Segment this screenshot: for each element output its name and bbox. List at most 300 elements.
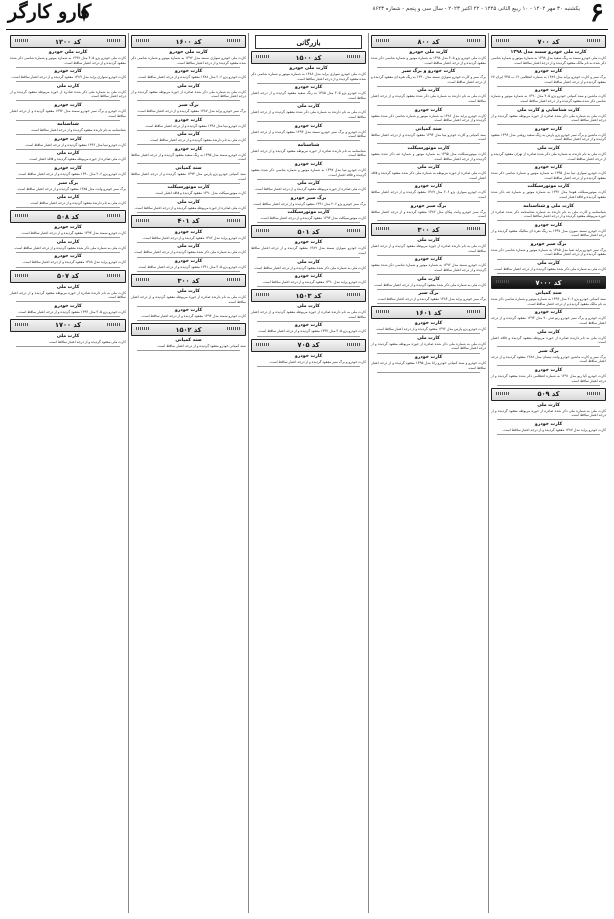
lost-document-notice bbox=[251, 240, 366, 255]
notice-body: کارت خودرو پژو ۴۰۵ مدل ۱۳۹۱ مفقود گردیده و از درجه اعتبار ساقط است. bbox=[137, 265, 246, 269]
notice-body: سند کمپانی خودرو پژو پارس مدل ۱۳۹۳ مفقود گردیده و از درجه اعتبار ساقط است. bbox=[131, 171, 246, 181]
notice-body: کارت خودرو پراید مدل ۱۳۸۶ به شماره موتور و شماره شاسی ذکر شده مفقود گردیده و از درجه اعتبار ساقط است. bbox=[371, 113, 486, 123]
page-header bbox=[0, 0, 614, 30]
notice-title: کارت خودرو bbox=[414, 321, 443, 327]
lost-document-notice bbox=[371, 165, 486, 180]
notice-body: کارت خودرو تیبا مدل ۱۳۹۶ مفقود گردیده و از درجه اعتبار ساقط است. bbox=[24, 142, 126, 147]
notice-title: کارت ملی bbox=[177, 199, 200, 205]
notice-body: کارت ملی صادره از حوزه مربوطه مفقود گردیده و از درجه اعتبار ساقط است. bbox=[134, 205, 246, 210]
notice-divider bbox=[137, 197, 240, 198]
notice-body: کارت خودرو پراید مدل ۱۳۸۶ مفقود گردیده و از درجه اعتبار ساقط است. bbox=[142, 235, 246, 240]
notice-title: کارت موتورسیکلت bbox=[167, 185, 210, 191]
notice-title: کارت خودرو bbox=[54, 254, 82, 260]
notice-body: کارت ملی به نام دارنده به شماره ملی ذکر شده مفقود گردیده و از درجه اعتبار ساقط است. bbox=[251, 110, 366, 119]
notice-body: کارت خودرو و برگ سبز خودرو رنو تندر ۹۰ مدل ۱۳۹۳ مفقود گردیده و از درجه اعتبار ساقط است. bbox=[491, 316, 606, 325]
notice-body: کارت خودرو پژو ۴۰۵ مدل ۱۳۸۵ به رنگ سفید مفقود گردیده و از درجه اعتبار ساقط است. bbox=[251, 91, 366, 100]
notice-body: کارت ملی مفقود گردیده و از درجه اعتبار ساقط است. bbox=[48, 339, 126, 344]
notice-divider bbox=[257, 321, 360, 322]
lost-document-notice bbox=[491, 403, 606, 418]
lost-document-notice bbox=[491, 368, 606, 383]
column-4 bbox=[128, 33, 248, 913]
lost-document-notice bbox=[491, 349, 606, 364]
notice-divider bbox=[257, 102, 360, 103]
notice-divider bbox=[257, 121, 360, 122]
lost-document-notice bbox=[10, 151, 126, 162]
notice-divider bbox=[137, 144, 240, 145]
notice-title: کارت ملی خودرو سمند مدل ۱۳۹۸ bbox=[510, 50, 587, 55]
notice-title: کارت خودرو bbox=[174, 117, 203, 123]
notice-divider bbox=[377, 303, 480, 304]
notice-title: کارت ملی bbox=[417, 88, 440, 94]
notice-divider bbox=[497, 143, 600, 144]
lost-document-notice bbox=[371, 204, 486, 219]
notice-title: کارت ملی و شناسنامه bbox=[523, 203, 574, 209]
notice-title: کارت ملی bbox=[56, 83, 80, 89]
notice-body: کارت ملی به شماره ملی ذکر شده مفقود گردیده و از درجه اعتبار ساقط است. bbox=[493, 267, 606, 272]
notice-divider bbox=[137, 183, 240, 184]
notice-body: کارت ملی صادره از حوزه مربوطه مفقود گردیده و فاقد اعتبار است. bbox=[28, 157, 126, 162]
section-code-banner: کد ۵۰۹ bbox=[491, 388, 606, 401]
notice-body: کارت خودرو پژو ۲۰۶ مدل ۱۳۹۰ مفقود گردیده و از درجه اعتبار ساقط است. bbox=[17, 171, 126, 176]
notice-body: کارت موتورسیکلت مدل ۱۳۹۵ به شماره موتور و شماره تنه ذکر شده مفقود گردیده و از درجه اعتبار ساقط است. bbox=[371, 151, 486, 161]
notice-body: کارت موتورسیکلت هوندا مدل ۱۳۹۲ به شماره موتور و شماره تنه ذکر شده مفقود گردیده و فاقد اعتبار است. bbox=[491, 190, 607, 199]
lost-document-notice bbox=[131, 230, 246, 241]
notice-title: کارت موتورسیکلت bbox=[527, 184, 570, 190]
notice-title: برگ سبز خودرو bbox=[290, 195, 327, 201]
lost-document-notice bbox=[251, 196, 366, 207]
notice-divider bbox=[137, 130, 240, 131]
notice-body: کارت خودرو پژو پارس مدل ۱۳۹۲ مفقود گردیده و از درجه اعتبار ساقط است. bbox=[375, 327, 486, 332]
notice-body: کارت ملی به شماره ملی ذکر شده مفقود گردیده و از درجه اعتبار ساقط است. bbox=[133, 250, 246, 255]
notice-title: کارت موتورسیکلت bbox=[287, 210, 330, 216]
notice-body: کارت خودرو سواری پژو ۲۰۶ مدل ۱۳۸۹ مفقود گردیده و از درجه اعتبار ساقط است. bbox=[371, 190, 486, 199]
notice-body: کارت خودرو سواری تیبا مدل ۱۳۹۵ به شماره موتور و شماره شاسی ذکر شده مفقود گردیده و از درجه اعتبار ساقط است. bbox=[491, 171, 606, 180]
lost-document-notice bbox=[371, 321, 486, 332]
notice-divider bbox=[137, 212, 240, 213]
lost-document-notice bbox=[10, 69, 126, 80]
lost-document-notice bbox=[10, 181, 126, 192]
classified-columns bbox=[6, 33, 608, 913]
notice-body: کارت ملی به شماره ملی ذکر شده صادره از حوزه مربوطه مفقود گردیده و از درجه اعتبار ساقط است. bbox=[131, 89, 246, 99]
notice-title: کارت ملی bbox=[177, 132, 200, 138]
notice-divider bbox=[377, 353, 480, 354]
notice-divider bbox=[137, 81, 240, 82]
lost-document-notice bbox=[371, 257, 486, 272]
lost-document-notice bbox=[491, 108, 606, 123]
notice-body: کارت ملی به نام دارنده به شماره ملی ذکر شده صادره از تهران مفقود گردیده و از درجه اعتبار ساقط است. bbox=[491, 151, 606, 161]
notice-body: کارت خودرو پژو ۴۰۵ مدل ۱۳۹۲ مفقود گردیده و از درجه اعتبار ساقط است. bbox=[257, 329, 366, 334]
notice-divider bbox=[497, 86, 600, 87]
notice-body: کارت ملی به نام دارنده صادره از حوزه مربوطه مفقود گردیده و از درجه اعتبار ساقط است. bbox=[10, 290, 126, 300]
notice-divider bbox=[377, 274, 480, 275]
newspaper-logo: کارو کارگر bbox=[8, 1, 92, 23]
notice-body: کارت ملی به شماره ملی ذکر شده صادره از حوزه مربوطه مفقود گردیده و از درجه اعتبار ساقط است. bbox=[10, 89, 126, 99]
section-code-banner: کد ۱۵۰۲ bbox=[131, 323, 246, 336]
notice-divider bbox=[377, 333, 480, 334]
notice-body: برگ سبز خودرو پراید صبا مدل ۱۳۸۵ به شماره موتور و شماره شاسی ذکر شده مفقود گردیده و از درجه اعتبار ساقط است. bbox=[491, 247, 606, 257]
dateline: یکشنبه ۳۰ مهر ۱۴۰۲ - ۱۰ ربیع الثانی ۱۴۴۵ - ۲۲ اکتبر ۲۰۲۳ - سال سی و پنجم - شماره ۸۶۴۳ bbox=[372, 6, 580, 12]
lost-document-notice bbox=[131, 84, 246, 99]
notice-body: کارت خودرو سمند مدل ۱۳۹۴ مفقود گردیده و از درجه اعتبار ساقط است. bbox=[141, 314, 246, 319]
lost-document-notice bbox=[10, 137, 126, 148]
section-code-banner: کد ۱۷۰۰ bbox=[10, 319, 126, 332]
section-code-banner: کد ۵۰۸ bbox=[10, 210, 126, 223]
notice-body: کارت ملی صادره از حوزه مربوطه مفقود گردیده و از درجه اعتبار ساقط است. bbox=[254, 187, 366, 192]
notice-title: سند کمپانی bbox=[415, 126, 442, 132]
lost-document-notice bbox=[491, 88, 606, 103]
notice-title: کارت موتورسیکلت bbox=[407, 145, 450, 151]
notice-divider bbox=[497, 163, 600, 164]
lost-document-notice bbox=[131, 308, 246, 319]
lost-document-notice bbox=[10, 122, 126, 133]
notice-body: شناسنامه به نام دارنده مفقود گردیده و از درجه اعتبار ساقط است. bbox=[30, 128, 126, 133]
header-rule bbox=[6, 29, 608, 30]
notice-title: کارت خودرو bbox=[534, 310, 563, 316]
notice-title: کارت خودرو bbox=[414, 257, 443, 263]
notice-divider bbox=[257, 257, 360, 258]
section-code-banner: کد ۳۰۰ bbox=[371, 223, 486, 236]
notice-divider bbox=[16, 67, 120, 68]
lost-document-notice bbox=[131, 259, 246, 270]
page-number: ۶ bbox=[590, 0, 604, 28]
notice-divider bbox=[16, 301, 120, 302]
notice-body: کارت ملی خودرو پژو ۴۰۵ مدل ۱۳۹۷ به شماره موتور و شماره شاسی ذکر شده مفقود گردیده و از درجه اعتبار ساقط است. bbox=[10, 56, 126, 65]
notice-divider bbox=[497, 385, 600, 386]
lost-document-notice bbox=[131, 50, 246, 65]
notice-title: شناسنامه bbox=[57, 122, 79, 128]
notice-title: کارت خودرو bbox=[534, 165, 563, 171]
notice-divider bbox=[137, 306, 240, 307]
lost-document-notice bbox=[371, 238, 486, 253]
column-5 bbox=[8, 33, 128, 913]
lost-document-notice bbox=[10, 334, 126, 345]
notice-title: کارت ملی bbox=[297, 181, 320, 187]
notice-divider bbox=[137, 257, 240, 258]
notice-title: برگ سبز bbox=[538, 348, 559, 354]
notice-divider bbox=[257, 208, 360, 209]
section-code-banner: کد ۸۰۰ bbox=[371, 35, 486, 48]
notice-title: کارت خودرو bbox=[54, 136, 82, 142]
notice-divider bbox=[137, 350, 240, 351]
lost-document-notice bbox=[491, 330, 606, 345]
notice-body: برگ سبز خودرو پراید مدل ۱۳۸۷ مفقود گردیده و از درجه اعتبار ساقط است. bbox=[137, 108, 246, 113]
lost-document-notice bbox=[491, 223, 606, 238]
lost-document-notice bbox=[251, 162, 366, 177]
notice-body: برگ سبز و کارت خودرو سواری سمند مدل ۱۳۹۰ به رنگ نقره ای مفقود گردیده و از درجه اعتبار ساقط است. bbox=[371, 75, 487, 84]
section-code-banner: کد ۱۵۰۰ bbox=[251, 51, 366, 64]
notice-body: کارت خودرو پژو ۲۰۶ مدل ۱۳۸۸ مفقود گردیده و از درجه اعتبار ساقط است. bbox=[137, 75, 246, 80]
section-code-banner: کد ۱۵۰۳ bbox=[251, 289, 366, 302]
notice-divider bbox=[16, 134, 120, 135]
notice-title: کارت خودرو bbox=[534, 421, 563, 427]
notice-divider bbox=[16, 100, 120, 101]
notice-body: کارت ملی صادره از حوزه مربوطه به شماره ملی ذکر شده مفقود گردیده و فاقد اعتبار است. bbox=[371, 171, 486, 180]
notice-title: کارت خودرو bbox=[294, 274, 323, 280]
notice-title: برگ سبز خودرو bbox=[410, 203, 447, 209]
notice-title: کارت ملی bbox=[297, 304, 320, 310]
notice-body: کارت ملی به شماره ملی ذکر شده صادره از حوزه مربوطه مفقود گردیده و از درجه اعتبار ساقط است. bbox=[491, 408, 606, 418]
notice-body: برگ سبز و کارت ماشین خودرو وانت نیسان مدل ۱۳۸۸ مفقود گردیده و از درجه اعتبار ساقط است. bbox=[491, 354, 606, 364]
lost-document-notice bbox=[491, 184, 606, 199]
notice-body: کارت ماشین و سند کمپانی خودرو پژو ۴۰۵ مدل ۱۳۹۰ به شماره موتور و شماره شاسی ذکر شده مفقود گردیده و از درجه اعتبار ساقط است. bbox=[491, 94, 606, 103]
notice-title: کارت ملی bbox=[417, 238, 440, 244]
lost-document-notice bbox=[251, 323, 366, 334]
notice-divider bbox=[16, 267, 120, 268]
notice-divider bbox=[16, 120, 120, 121]
notice-body: کارت خودرو کیا ریو مدل ۱۳۹۱ به شماره انتظامی ذکر شده مفقود گردیده و از درجه اعتبار ساقط است. bbox=[491, 373, 606, 383]
section-code-banner: کد ۱۶۰۱ bbox=[371, 306, 486, 319]
notice-divider bbox=[497, 124, 600, 125]
lost-document-notice bbox=[251, 354, 366, 365]
lost-document-notice bbox=[10, 84, 126, 99]
notice-divider bbox=[16, 163, 120, 164]
notice-divider bbox=[377, 289, 480, 290]
notice-body: کارت ملی خودرو سواری سمند مدل ۱۳۹۶ به شماره موتور و شماره شاسی ذکر شده مفقود گردیده و از درجه اعتبار ساقط است. bbox=[131, 56, 246, 65]
lost-document-notice bbox=[371, 88, 486, 103]
lost-document-notice bbox=[491, 127, 606, 142]
notice-title: کارت خودرو bbox=[174, 259, 203, 264]
notice-title: کارت ملی bbox=[297, 104, 320, 110]
lost-document-notice bbox=[131, 132, 246, 143]
lost-document-notice bbox=[131, 166, 246, 181]
notice-title: کارت خودرو bbox=[174, 69, 203, 75]
notice-divider bbox=[257, 179, 360, 180]
section-code-banner: کد ۷۰۰ bbox=[491, 35, 606, 48]
lost-document-notice bbox=[491, 291, 606, 306]
notice-body: کارت موتورسیکلت مدل ۱۳۹۴ مفقود گردیده و از درجه اعتبار ساقط است. bbox=[260, 216, 366, 221]
notice-divider bbox=[16, 316, 120, 317]
notice-divider bbox=[16, 207, 120, 208]
notice-body: سند کمپانی خودرو پژو ۲۰۶ مدل ۱۳۹۴ به شماره موتور و شماره شاسی ذکر شده به نام مالک مفقود گردیده و از درجه اعتبار ساقط است. bbox=[491, 297, 607, 306]
lost-document-notice bbox=[131, 289, 246, 304]
lost-document-notice bbox=[491, 242, 606, 257]
section-code-banner: کد ۷۰۰۰ bbox=[491, 276, 606, 289]
notice-divider bbox=[257, 193, 360, 194]
notice-divider bbox=[137, 320, 240, 321]
notice-divider bbox=[377, 163, 480, 164]
notice-title: کارت خودرو bbox=[294, 353, 323, 359]
lost-document-notice bbox=[251, 274, 366, 285]
notice-title: کارت خودرو bbox=[294, 85, 323, 91]
section-code-banner: کد ۳۰۰ bbox=[131, 274, 246, 287]
lost-document-notice bbox=[131, 103, 246, 114]
notice-title: کارت ملی خودرو bbox=[409, 50, 448, 55]
notice-title: سند کمپانی bbox=[175, 338, 202, 344]
notice-divider bbox=[16, 178, 120, 179]
notice-body: کارت ملی به شماره ملی ذکر شده مفقود گردیده و از درجه اعتبار ساقط است. bbox=[373, 282, 486, 287]
notice-divider bbox=[377, 86, 480, 87]
notice-title: کارت ملی bbox=[537, 402, 560, 408]
notice-title: کارت ملی bbox=[417, 276, 440, 282]
notice-divider bbox=[137, 242, 240, 243]
notice-body: کارت خودرو سواری سمند مدل ۱۳۸۹ مفقود گردیده و از درجه اعتبار ساقط است. bbox=[251, 246, 366, 255]
notice-divider bbox=[257, 272, 360, 273]
notice-divider bbox=[497, 365, 600, 366]
notice-body: برگ سبز خودرو وانت پیکان مدل ۱۳۸۲ مفقود گردیده و از درجه اعتبار ساقط است. bbox=[371, 209, 486, 219]
notice-title: کارت ملی bbox=[56, 151, 80, 157]
notice-body: کارت خودرو تیبا مدل ۱۳۹۸ مفقود گردیده و از درجه اعتبار ساقط است. bbox=[144, 123, 246, 128]
notice-title: کارت خودرو bbox=[534, 126, 563, 132]
lost-document-notice bbox=[371, 184, 486, 199]
lost-document-notice bbox=[131, 338, 246, 349]
notice-body: کارت خودرو پراید مدل ۱۳۹۰ مفقود گردیده و از درجه اعتبار ساقط است. bbox=[262, 280, 366, 285]
lost-document-notice bbox=[371, 291, 486, 302]
notice-body: کارت خودرو و برگ سبز خودرو سمند مدل ۱۳۹۳ مفقود گردیده و از درجه اعتبار ساقط است. bbox=[251, 129, 367, 139]
lost-document-notice bbox=[131, 69, 246, 80]
notice-title: کارت ملی bbox=[56, 239, 80, 245]
notice-body: برگ سبز خودرو وانت مدل ۱۳۸۵ مفقود گردیده و از درجه اعتبار ساقط است. bbox=[16, 186, 126, 191]
lost-document-notice bbox=[10, 304, 126, 315]
notice-body: کارت خودرو و برگ سبز خودرو سمند مدل ۱۳۹۲ مفقود گردیده و از درجه اعتبار ساقط است. bbox=[10, 108, 126, 118]
notice-divider bbox=[16, 346, 120, 347]
notice-title: کارت خودرو bbox=[54, 102, 82, 108]
notice-body: کارت ملی به نام دارنده مفقود گردیده و از درجه اعتبار ساقط است. bbox=[149, 138, 246, 143]
notice-body: کارت ملی به نام دارنده صادره از حوزه مربوطه مفقود گردیده و از درجه اعتبار ساقط است. bbox=[251, 310, 366, 319]
lost-document-notice bbox=[251, 210, 366, 221]
notice-divider bbox=[257, 83, 360, 84]
notice-title: کارت شناسایی و کارت ملی bbox=[517, 107, 580, 113]
notice-title: کارت خودرو bbox=[294, 323, 323, 329]
section-code-banner: کد ۴۰۱ bbox=[131, 215, 246, 228]
notice-title: کارت ملی bbox=[537, 145, 560, 151]
lost-document-notice bbox=[491, 69, 606, 84]
notice-body: کارت ملی به نام دارنده صادره از حوزه مربوطه مفقود گردیده و از درجه اعتبار ساقط است. bbox=[371, 244, 486, 253]
notice-title: کارت خودرو و برگ سبز bbox=[401, 69, 456, 75]
notice-title: برگ سبز خودرو bbox=[530, 241, 567, 247]
notice-divider bbox=[377, 182, 480, 183]
notice-title: کارت خودرو bbox=[534, 367, 563, 373]
notice-body: کارت خودرو سمند مدل ۱۳۹۶ به شماره موتور و شماره شاسی ذکر شده مفقود گردیده و از درجه اعتبار ساقط است. bbox=[371, 263, 486, 272]
notice-body: کارت خودرو تیبا مدل ۱۳۹۷ به شماره موتور و شماره شاسی ذکر شده مفقود گردیده و فاقد اعتبار است. bbox=[251, 167, 366, 177]
notice-title: کارت خودرو bbox=[54, 225, 82, 231]
notice-divider bbox=[377, 201, 480, 202]
notice-divider bbox=[497, 308, 600, 309]
lost-document-notice bbox=[491, 146, 606, 161]
notice-title: شناسنامه bbox=[297, 142, 320, 148]
notice-divider bbox=[257, 159, 360, 160]
notice-body: کارت ملی خودرو سواری پراید مدل ۱۳۸۸ به شماره موتور و شماره شاسی ذکر شده مفقود گردیده و از درجه اعتبار ساقط است. bbox=[251, 72, 366, 81]
notice-title: کارت خودرو bbox=[414, 107, 443, 113]
notice-body: کارت خودرو پراید مدل ۱۳۸۸ مفقود گردیده و از درجه اعتبار ساقط است. bbox=[22, 260, 126, 265]
notice-divider bbox=[137, 163, 240, 164]
notice-divider bbox=[137, 100, 240, 101]
notice-title: کارت ملی خودرو bbox=[289, 66, 328, 71]
lost-document-notice bbox=[131, 200, 246, 211]
notice-body: کارت ملی به نام دارنده به شماره ملی ذکر شده مفقود گردیده و از درجه اعتبار ساقط است. bbox=[371, 94, 486, 103]
notice-divider bbox=[257, 366, 360, 367]
notice-title: کارت خودرو bbox=[534, 88, 563, 94]
notice-title: برگ سبز bbox=[418, 291, 439, 297]
notice-divider bbox=[16, 237, 120, 238]
notice-divider bbox=[497, 419, 600, 420]
notice-body: شناسنامه به نام دارنده صادره از حوزه مربوطه مفقود گردیده و از درجه اعتبار ساقط است. bbox=[251, 148, 366, 158]
lost-document-notice bbox=[491, 261, 606, 272]
lost-document-notice bbox=[491, 310, 606, 325]
notice-body: کارت ملی به شماره ملی ذکر شده صادره از حوزه مربوطه مفقود گردیده و از درجه اعتبار ساقط است. bbox=[371, 341, 486, 351]
notice-title: کارت خودرو bbox=[294, 123, 323, 129]
notice-title: کارت خودرو bbox=[534, 222, 563, 228]
notice-divider bbox=[497, 201, 600, 202]
notice-title: کارت ملی bbox=[177, 289, 200, 295]
notice-body: سند کمپانی و کارت خودرو تیبا مدل ۱۳۹۴ مفقود گردیده و از درجه اعتبار ساقط است. bbox=[371, 132, 486, 142]
lost-document-notice bbox=[131, 147, 246, 162]
notice-title: کارت خودرو bbox=[54, 69, 82, 75]
notice-body: کارت ملی به نام دارنده صادره از حوزه مربوطه مفقود گردیده و فاقد اعتبار است. bbox=[491, 335, 606, 345]
notice-title: کارت ملی خودرو bbox=[169, 50, 208, 55]
notice-divider bbox=[257, 140, 360, 141]
notice-divider bbox=[497, 434, 600, 435]
notice-title: کارت خودرو bbox=[534, 69, 563, 75]
notice-divider bbox=[497, 182, 600, 183]
notice-title: کارت ملی bbox=[417, 335, 440, 341]
lost-document-notice bbox=[371, 127, 486, 142]
notice-body: برگ سبز خودرو پراید مدل ۱۳۸۴ مفقود گردیده و از درجه اعتبار ساقط است. bbox=[377, 297, 486, 302]
lost-document-notice bbox=[251, 66, 366, 81]
notice-body: کارت خودرو پراید مدل ۱۳۸۷ مفقود گردیده و از درجه اعتبار ساقط است. bbox=[502, 427, 606, 432]
notice-title: کارت ملی خودرو bbox=[48, 50, 88, 55]
lost-document-notice bbox=[371, 50, 486, 65]
lost-document-notice bbox=[10, 50, 126, 65]
notice-body: شناسنامه و کارت ملی به نام دارنده به شماره شناسنامه ذکر شده صادره از حوزه مربوطه مفقود گردیده و از درجه اعتبار ساقط است. bbox=[491, 209, 606, 219]
lost-document-notice bbox=[251, 124, 366, 139]
section-code-banner: کد ۵۰۷ bbox=[10, 270, 126, 283]
notice-divider bbox=[137, 67, 240, 68]
notice-divider bbox=[16, 149, 120, 150]
notice-body: کارت ملی به شماره ملی ذکر شده صادره از حوزه مربوطه مفقود گردیده و از درجه اعتبار ساقط است. bbox=[491, 113, 606, 123]
notice-divider bbox=[377, 67, 480, 68]
notice-divider bbox=[257, 286, 360, 287]
notice-divider bbox=[377, 372, 480, 373]
notice-divider bbox=[497, 346, 600, 347]
notice-title: کارت ملی bbox=[537, 261, 560, 267]
lost-document-notice bbox=[10, 285, 126, 300]
notice-divider bbox=[377, 143, 480, 144]
notice-title: کارت ملی bbox=[297, 259, 320, 265]
notice-title: سند کمپانی bbox=[175, 165, 202, 171]
notice-title: کارت خودرو bbox=[414, 184, 443, 190]
notice-title: کارت خودرو bbox=[54, 303, 82, 309]
lost-document-notice bbox=[371, 69, 486, 84]
lost-document-notice bbox=[131, 118, 246, 129]
notice-title: کارت ملی bbox=[537, 329, 560, 335]
lost-document-notice bbox=[491, 204, 606, 219]
notice-divider bbox=[497, 105, 600, 106]
notice-body: کارت ملی به شماره ملی ذکر شده مفقود گردیده و از درجه اعتبار ساقط است. bbox=[13, 245, 126, 250]
notice-title: برگ سبز bbox=[57, 180, 79, 186]
section-code-banner: کد ۱۶۰۰ bbox=[131, 35, 246, 48]
notice-body: کارت ملی به نام دارنده مفقود گردیده و از درجه اعتبار ساقط است. bbox=[29, 201, 126, 206]
notice-title: کارت خودرو bbox=[174, 308, 203, 314]
notice-body: کارت ماشین و برگ سبز خودرو پژو پارس به رنگ سفید روغنی مدل ۱۳۹۶ مفقود گردیده و از درجه اعتبار ساقط است. bbox=[491, 132, 606, 142]
notice-title: سند کمپانی bbox=[535, 291, 562, 297]
lost-document-notice bbox=[491, 50, 606, 65]
notice-body: کارت خودرو و سند کمپانی خودرو رانا مدل ۱۳۹۵ مفقود گردیده و از درجه اعتبار ساقط است. bbox=[371, 361, 486, 370]
notice-divider bbox=[16, 252, 120, 253]
lost-document-notice bbox=[371, 146, 486, 161]
lost-document-notice bbox=[251, 143, 366, 158]
notice-divider bbox=[137, 271, 240, 272]
notice-body: کارت خودرو سمند سورن مدل ۱۳۹۷ به رنگ نقره ای متالیک مفقود گردیده و از درجه اعتبار ساقط است. bbox=[491, 228, 606, 238]
notice-divider bbox=[16, 81, 120, 82]
notice-title: کارت خودرو bbox=[414, 355, 443, 361]
notice-divider bbox=[377, 124, 480, 125]
notice-title: کارت ملی bbox=[56, 195, 80, 201]
notice-title: کارت خودرو bbox=[294, 240, 323, 246]
notice-body: کارت خودرو سواری پراید مدل ۱۳۸۹ مفقود گردیده و از درجه اعتبار ساقط است. bbox=[11, 75, 126, 80]
notice-title: کارت ملی bbox=[177, 244, 200, 250]
lost-document-notice bbox=[10, 195, 126, 206]
notice-body: کارت ملی خودرو پژو ۴۰۵ مدل ۱۳۹۸ به شماره موتور و شماره شاسی ذکر شده مفقود گردیده و از درجه اعتبار ساقط است. bbox=[371, 56, 487, 65]
